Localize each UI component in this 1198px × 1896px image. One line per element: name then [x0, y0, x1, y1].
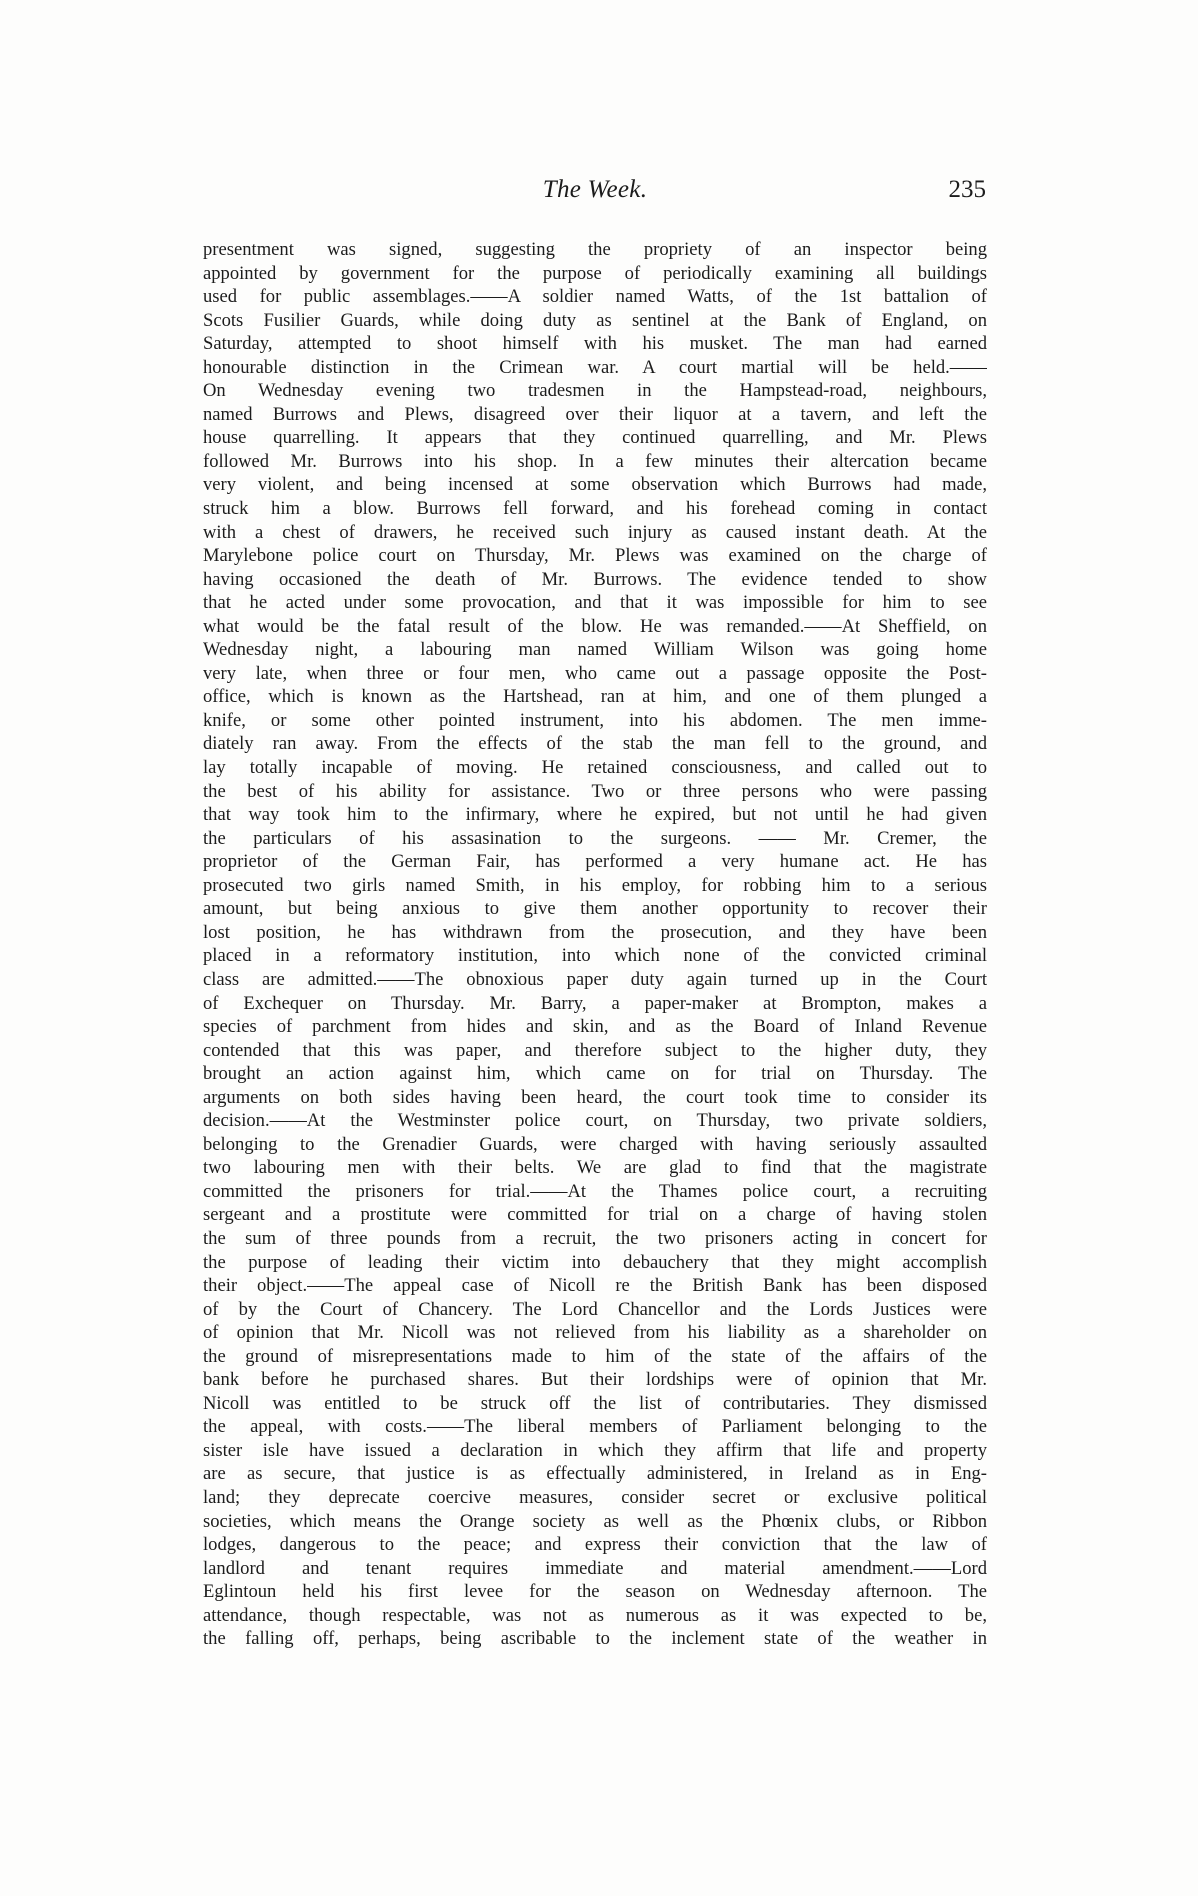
text-line: lodges, dangerous to the peace; and express their conviction that the law of: [203, 1534, 987, 1556]
text-line: that he acted under some provocation, and that it was impossible for him to see: [203, 592, 987, 614]
text-line: Nicoll was entitled to be struck off the list of contributaries. They dismissed: [203, 1392, 987, 1414]
text-line: presentment was signed, suggesting the propriety of an inspector being: [203, 239, 987, 260]
text-line: knife, or some other pointed instrument, into his abdomen. The men imme-: [203, 709, 987, 731]
text-line: arguments on both sides having been heard, the court took time to consider its: [203, 1086, 987, 1108]
text-line: used for public assemblages.——A soldier named Watts, of the 1st battalion of: [203, 286, 987, 308]
text-line: the purpose of leading their victim into debauchery that they might accomplish: [203, 1251, 987, 1273]
text-line: what would be the fatal result of the blow. He was remanded.——At Sheffield, on: [203, 615, 987, 637]
text-line: the best of his ability for assistance. Two or three persons who were passing: [203, 780, 987, 802]
text-line: lost position, he has withdrawn from the prosecution, and they have been: [203, 921, 987, 943]
text-line: proprietor of the German Fair, has performed a very humane act. He has: [203, 851, 987, 873]
text-line: amount, but being anxious to give them another opportunity to recover their: [203, 898, 987, 920]
text-line: Wednesday night, a labouring man named William Wilson was going home: [203, 639, 987, 661]
text-line: the particulars of his assasination to the surgeons. —— Mr. Cremer, the: [203, 827, 987, 849]
text-line: brought an action against him, which came on for trial on Thursday. The: [203, 1063, 987, 1085]
page-header: [204, 176, 986, 216]
text-line: that way took him to the infirmary, where he expired, but not until he had given: [203, 804, 987, 826]
text-line: very late, when three or four men, who came out a passage opposite the Post-: [203, 662, 987, 684]
body-text: [203, 238, 987, 1651]
text-line: Saturday, attempted to shoot himself with his musket. The man had earned: [203, 333, 987, 355]
text-line: their object.——The appeal case of Nicoll re the British Bank has been disposed: [203, 1275, 987, 1297]
text-line: species of parchment from hides and skin, and as the Board of Inland Revenue: [203, 1016, 987, 1038]
text-line: land; they deprecate coercive measures, consider secret or exclusive political: [203, 1486, 987, 1508]
text-line: honourable distinction in the Crimean war. A court martial will be held.——: [203, 356, 987, 378]
text-line: class are admitted.——The obnoxious paper duty again turned up in the Court: [203, 968, 987, 990]
text-line: attendance, though respectable, was not as numerous as it was expected to be,: [203, 1604, 987, 1626]
text-line: prosecuted two girls named Smith, in his employ, for robbing him to a serious: [203, 874, 987, 896]
text-line: committed the prisoners for trial.——At the Thames police court, a recruiting: [203, 1180, 987, 1202]
text-line: the appeal, with costs.——The liberal members of Parliament belonging to the: [203, 1416, 987, 1438]
text-line: Eglintoun held his first levee for the season on Wednesday afternoon. The: [203, 1581, 987, 1603]
running-title: The Week.: [542, 176, 648, 203]
text-line: of opinion that Mr. Nicoll was not relieved from his liability as a shareholder on: [203, 1322, 987, 1344]
text-line: sister isle have issued a declaration in which they affirm that life and property: [203, 1439, 987, 1461]
text-line: of by the Court of Chancery. The Lord Chancellor and the Lords Justices were: [203, 1298, 987, 1320]
text-line: are as secure, that justice is as effectually administered, in Ireland as in Eng-: [203, 1463, 987, 1485]
text-line: contended that this was paper, and therefore subject to the higher duty, they: [203, 1039, 987, 1061]
text-line: the sum of three pounds from a recruit, the two prisoners acting in concert for: [203, 1227, 987, 1249]
text-line: having occasioned the death of Mr. Burrows. The evidence tended to show: [203, 568, 987, 590]
text-line: placed in a reformatory institution, into which none of the convicted criminal: [203, 945, 987, 967]
text-line: sergeant and a prostitute were committed for trial on a charge of having stolen: [203, 1204, 987, 1226]
text-line: with a chest of drawers, he received such injury as caused instant death. At the: [203, 521, 987, 543]
text-line: decision.——At the Westminster police court, on Thursday, two private soldiers,: [203, 1110, 987, 1132]
text-line: belonging to the Grenadier Guards, were charged with having seriously assaulted: [203, 1133, 987, 1155]
text-line: diately ran away. From the effects of the stab the man fell to the ground, and: [203, 733, 987, 755]
text-line: appointed by government for the purpose of periodically examining all buildings: [203, 262, 987, 284]
text-line: Scots Fusilier Guards, while doing duty as sentinel at the Bank of England, on: [203, 309, 987, 331]
text-line: Marylebone police court on Thursday, Mr. Plews was examined on the charge of: [203, 545, 987, 567]
text-line: societies, which means the Orange society as well as the Phœnix clubs, or Ribbon: [203, 1510, 987, 1532]
text-line: two labouring men with their belts. We are glad to find that the magistrate: [203, 1157, 987, 1179]
text-line: the falling off, perhaps, being ascribable to the inclement state of the weather in: [203, 1628, 987, 1650]
text-line: landlord and tenant requires immediate and material amendment.——Lord: [203, 1557, 987, 1579]
text-line: office, which is known as the Hartshead, ran at him, and one of them plunged a: [203, 686, 987, 708]
text-line: struck him a blow. Burrows fell forward, and his forehead coming in contact: [203, 498, 987, 520]
text-line: lay totally incapable of moving. He retained consciousness, and called out to: [203, 757, 987, 779]
text-line: named Burrows and Plews, disagreed over their liquor at a tavern, and left the: [203, 403, 987, 425]
text-line: of Exchequer on Thursday. Mr. Barry, a paper-maker at Brompton, makes a: [203, 992, 987, 1014]
text-line: followed Mr. Burrows into his shop. In a few minutes their altercation became: [203, 450, 987, 472]
text-line: the ground of misrepresentations made to him of the state of the affairs of the: [203, 1345, 987, 1367]
text-line: bank before he purchased shares. But their lordships were of opinion that Mr.: [203, 1369, 987, 1391]
text-line: house quarrelling. It appears that they continued quarrelling, and Mr. Plews: [203, 427, 987, 449]
text-line: On Wednesday evening two tradesmen in the Hampstead-road, neighbours,: [203, 380, 987, 402]
text-line: very violent, and being incensed at some observation which Burrows had made,: [203, 474, 987, 496]
page-number: 235: [948, 176, 986, 203]
